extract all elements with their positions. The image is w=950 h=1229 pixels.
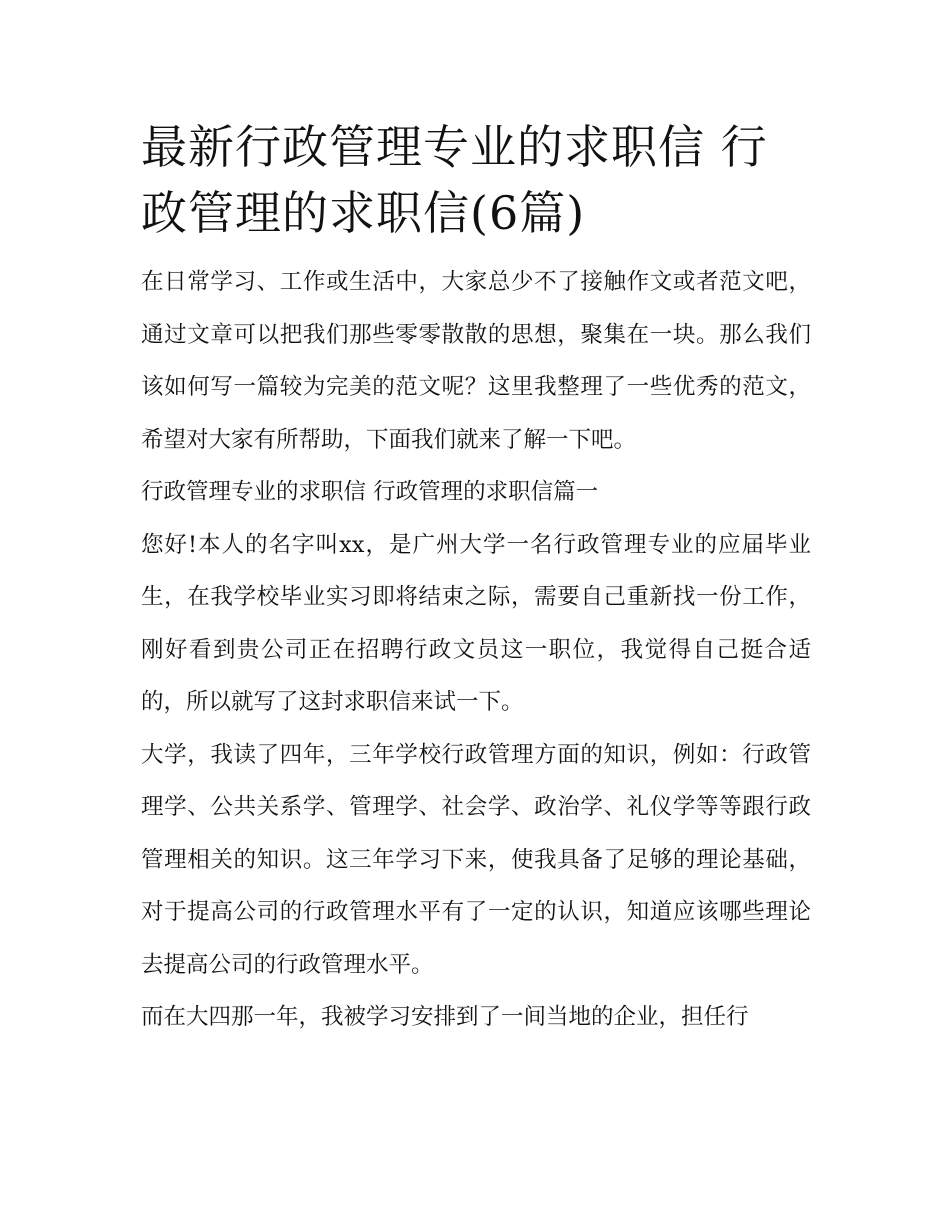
section-heading: 行政管理专业的求职信 行政管理的求职信篇一 [141,479,599,505]
letter-paragraph: 而在大四那一年，我被学习安排到了一间当地的企业，担任行 [141,1004,749,1030]
letter-paragraph: 您好!本人的名字叫xx，是广州大学一名行政管理专业的应届毕业生，在我学校毕业实习即将结束之际，需要自己重新找一份工作，刚好看到贵公司正在招聘行政文员这一职位，我觉得自己挺合适的，所以就写了这封求职信来试一下。 [141,531,811,715]
document-title: 最新行政管理专业的求职信 行政管理的求职信(6篇) [141,120,768,240]
letter-paragraph: 大学，我读了四年，三年学校行政管理方面的知识，例如：行政管理学、公共关系学、管理学、社会学、政治学、礼仪学等等跟行政管理相关的知识。这三年学习下来，使我具备了足够的理论基础，对于提高公司的行政管理水平有了一定的认识，知道应该哪些理论去提高公司的行政管理水平。 [141,741,811,978]
intro-paragraph: 在日常学习、工作或生活中，大家总少不了接触作文或者范文吧，通过文章可以把我们那些零零散散的思想，聚集在一块。那么我们该如何写一篇较为完美的范文呢？这里我整理了一些优秀的范文，希望对大家有所帮助，下面我们就来了解一下吧。 [141,269,811,453]
document-page [141,114,811,1044]
